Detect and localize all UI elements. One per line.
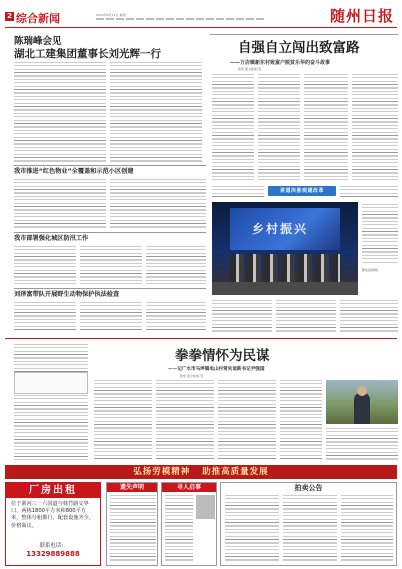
article4-top-rule bbox=[14, 232, 206, 233]
article6-left-box bbox=[14, 372, 88, 394]
photo-people-row bbox=[230, 254, 340, 282]
article6-left-column bbox=[14, 344, 88, 460]
article2-title: 自强自立闯出致富路 bbox=[238, 40, 360, 56]
ad-lost-text bbox=[110, 495, 156, 563]
article6-title: 拳拳情怀为民谋 bbox=[175, 348, 270, 364]
article6-text-col5 bbox=[326, 428, 398, 460]
mid-banner bbox=[268, 186, 336, 196]
article6-subtitle: ——记广水市马坪镇电山村常实谊新书记尹强国 bbox=[168, 367, 265, 372]
ad-rent-title: 厂房出租 bbox=[29, 485, 77, 496]
masthead-meta: 2023年9月11日 星期一 bbox=[96, 13, 129, 17]
article1-title-line1: 陈瑞峰会见 bbox=[14, 36, 62, 47]
ad-rent-phone: 13329889888 bbox=[26, 550, 80, 558]
photo-stage-floor bbox=[212, 282, 358, 295]
ad-lost-title: 遗失声明 bbox=[107, 483, 157, 492]
article5-text-col2 bbox=[80, 302, 142, 332]
article1-text-col1 bbox=[14, 62, 106, 162]
masthead bbox=[0, 0, 402, 30]
portrait-head bbox=[357, 386, 367, 396]
article5-title: 刘泽富带队开展野生动物保护执法检查 bbox=[14, 291, 120, 298]
article4-title: 我市部署强化城区防汛工作 bbox=[14, 235, 89, 242]
ad-auction-title: 拍卖公告 bbox=[294, 484, 323, 492]
article3-top-rule bbox=[14, 165, 206, 166]
article6-top-rule bbox=[5, 338, 397, 339]
photo-stage-text: 乡村振兴 bbox=[252, 222, 309, 236]
ad-rent-body: 位于浙河三一六国道与韩竹路交界口，两栋1800平方米和800平方米，整体分租都行，配套设施齐全，价格面议。 bbox=[11, 501, 95, 529]
ad-rent bbox=[5, 482, 101, 566]
article6-text-col4 bbox=[280, 380, 322, 460]
ad-auction-text-col2 bbox=[283, 495, 337, 563]
article5-text-col3 bbox=[146, 302, 206, 332]
slogan-text: 弘扬劳模精神 助推高质量发展 bbox=[133, 467, 269, 477]
ad-rent-contact-label: 联系电话： bbox=[39, 543, 67, 549]
ad-lost bbox=[106, 482, 158, 566]
article3-text-col2 bbox=[110, 179, 206, 229]
right-lower-col2 bbox=[276, 300, 336, 334]
mid-banner-text: 讲道决胜观建改革 bbox=[279, 188, 324, 194]
article1-title bbox=[14, 36, 204, 61]
article6-text-col1 bbox=[94, 380, 152, 460]
paper-name: 随州日报 bbox=[330, 7, 395, 25]
right-lower-col1 bbox=[212, 300, 272, 334]
article3-text-col1 bbox=[14, 179, 106, 229]
article1-text-col2 bbox=[110, 62, 202, 162]
article2-byline: 随州日报全媒体记者 bbox=[238, 68, 262, 71]
article2-text-col1 bbox=[212, 74, 254, 182]
article4-text-col1 bbox=[14, 246, 76, 284]
ad-find-photo bbox=[196, 495, 215, 519]
ad-auction-text-col3 bbox=[341, 495, 393, 563]
article6-portrait-photo bbox=[326, 380, 398, 424]
article5-text-col1 bbox=[14, 302, 76, 332]
ad-rent-title-band bbox=[6, 483, 100, 498]
slogan-bar bbox=[5, 465, 397, 479]
article6-text-col3 bbox=[218, 380, 276, 460]
ad-find-title: 寻人启事 bbox=[162, 483, 216, 492]
ad-auction bbox=[220, 482, 397, 566]
event-photo bbox=[212, 202, 358, 295]
ad-auction-text-col1 bbox=[225, 495, 279, 563]
article2-text-col3 bbox=[304, 74, 348, 182]
portrait-figure bbox=[354, 392, 370, 424]
article5-top-rule bbox=[14, 288, 206, 289]
article2-top-rule bbox=[210, 34, 398, 35]
article2-text-col2 bbox=[258, 74, 300, 182]
right-lower-col3 bbox=[340, 300, 398, 334]
section-title: 综合新闻 bbox=[16, 12, 60, 25]
photo-caption: 图为活动现场。 bbox=[362, 269, 381, 272]
article4-text-col2 bbox=[80, 246, 142, 284]
ad-find-text bbox=[165, 495, 193, 563]
article2-text-col4 bbox=[352, 74, 398, 182]
article3-title: 我市推进“红色物业”全覆盖和示范小区创建 bbox=[14, 168, 134, 175]
masthead-info-strip bbox=[96, 18, 266, 20]
article1-title-line2: 湖北工建集团董事长刘光辉一行 bbox=[14, 48, 161, 60]
article4-text-col3 bbox=[146, 246, 206, 284]
banner-side-text-left bbox=[212, 186, 264, 198]
article6-text-col2 bbox=[156, 380, 214, 460]
article6-byline: 随州日报全媒体记者 bbox=[180, 375, 204, 378]
ad-find bbox=[161, 482, 217, 566]
banner-side-text-right bbox=[340, 186, 398, 198]
masthead-rule bbox=[5, 27, 397, 28]
article2-subtitle: ——万店镇新东村致富户脱贫乐华的奋斗故事 bbox=[230, 60, 331, 66]
photo-caption-column bbox=[362, 204, 398, 264]
page-number-badge: 2 bbox=[5, 12, 14, 21]
